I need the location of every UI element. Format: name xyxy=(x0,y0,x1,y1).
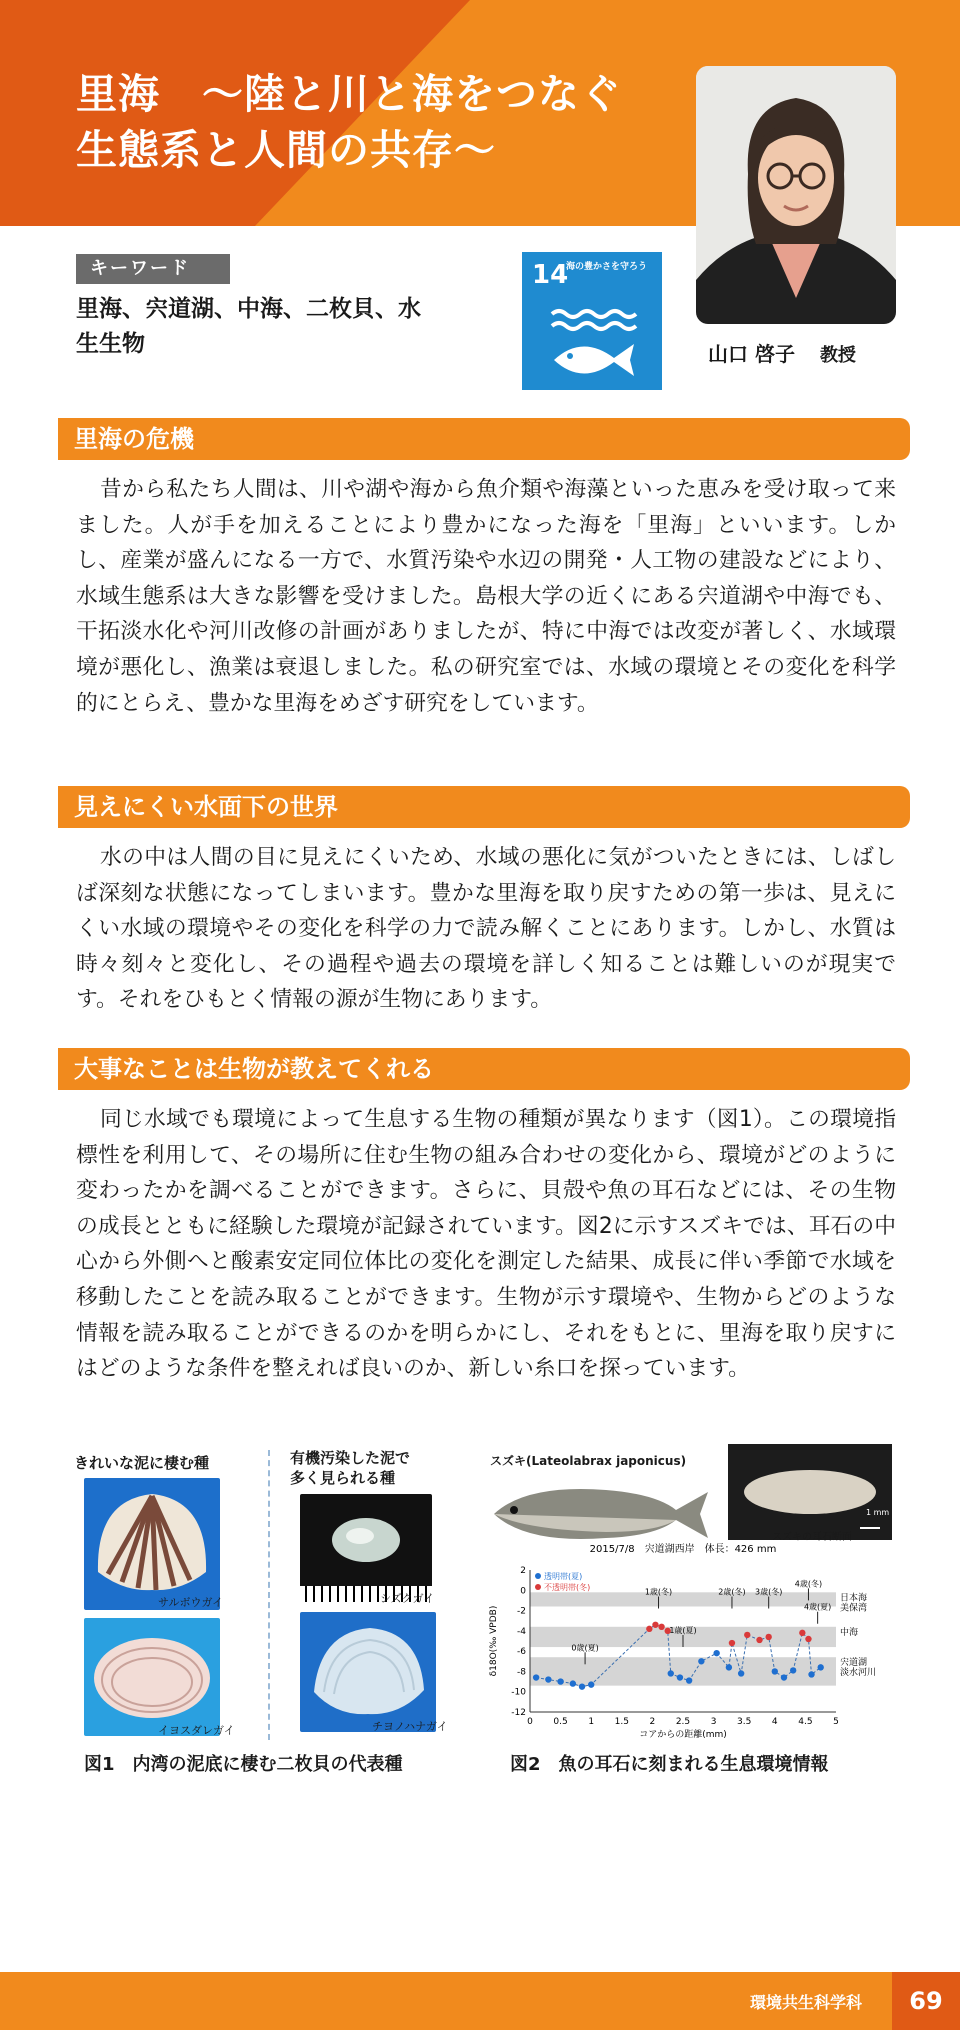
shell-photo-1 xyxy=(84,1478,220,1610)
y-tick-label: 2 xyxy=(520,1566,526,1576)
shell-photo-4 xyxy=(300,1612,436,1732)
data-point xyxy=(799,1630,805,1636)
annotation-label: 2歳(冬) xyxy=(718,1587,746,1597)
sdg-number: 14 xyxy=(532,260,569,290)
section-body-1: 昔から私たち人間は、川や湖や海から魚介類や海藻といった恵みを受け取って来ました。人が手を加えることにより豊かになった海を「里海」といいます。しかし、産業が盛んになる一方で、水質汚染や水辺の開発・人工物の建設などにより、水域生態系は大きな影響を受けました。島根大学の近くにある宍道湖や中海でも、干拓淡水化や河川改修の計画がありましたが、特に中海では改変が著しく、水域環境が悪化し、漁業は衰退しました。私の研究室では、水域の環境とその変化を科学的にとらえ、豊かな里海をめざす研究をしています。 xyxy=(76,477,896,716)
chart-band xyxy=(530,1657,836,1685)
species-label-4: チヨノハナガイ xyxy=(372,1720,448,1733)
data-point xyxy=(557,1678,563,1684)
x-axis-label: コアからの距離(mm) xyxy=(639,1730,727,1740)
figure2-caption: 図2 魚の耳石に刻まれる生息環境情報 xyxy=(510,1754,829,1775)
annotation-label: 4歳(夏) xyxy=(803,1602,832,1612)
data-point xyxy=(726,1664,732,1670)
section-heading-1: 里海の危機 xyxy=(58,418,910,460)
x-tick-label: 2.5 xyxy=(675,1717,691,1727)
y-axis-label: δ18O(‰ VPDB) xyxy=(489,1605,499,1677)
annotation-label: 3歳(冬) xyxy=(755,1587,783,1597)
legend-label: 不透明帯(冬) xyxy=(544,1583,591,1592)
annotation-label: 1歳(夏) xyxy=(669,1626,697,1636)
data-point xyxy=(652,1622,658,1628)
data-point xyxy=(738,1670,744,1676)
x-tick-label: 3 xyxy=(710,1717,717,1727)
isotope-chart xyxy=(484,1540,904,1740)
x-tick-label: 3.5 xyxy=(737,1717,752,1727)
keywords-label: キーワード xyxy=(76,254,230,284)
x-tick-label: 0.5 xyxy=(553,1717,568,1727)
annotation-label: 4歳(冬) xyxy=(794,1579,823,1589)
species-label-2: イヨスダレガイ xyxy=(158,1724,235,1737)
sdg-text: 海の豊かさを守ろう xyxy=(566,262,648,272)
shell-photo-3 xyxy=(300,1494,432,1602)
species-label-3: シズクガイ xyxy=(380,1592,435,1605)
data-point xyxy=(713,1650,719,1656)
author-block xyxy=(708,338,856,367)
figure1-left-heading: きれいな泥に棲む種 xyxy=(74,1454,210,1472)
data-point xyxy=(533,1674,539,1680)
page-footer xyxy=(0,1972,960,2030)
x-tick-label: 1.5 xyxy=(614,1717,629,1727)
y-tick-label: -12 xyxy=(511,1708,526,1718)
y-tick-label: -10 xyxy=(511,1687,526,1698)
data-point xyxy=(808,1671,814,1677)
fish-label: スズキ(Lateolabrax japonicus) xyxy=(490,1454,687,1468)
data-point xyxy=(781,1674,787,1680)
y-tick-label: -8 xyxy=(517,1667,526,1678)
otolith-photo xyxy=(728,1444,892,1540)
legend-marker xyxy=(535,1573,541,1579)
annotation-label: 1歳(冬) xyxy=(644,1587,673,1597)
y-tick-label: -2 xyxy=(517,1606,526,1617)
species-label-1: サルボウガイ xyxy=(158,1596,224,1609)
page-number: 69 xyxy=(892,1972,960,2030)
x-tick-label: 4 xyxy=(771,1717,778,1727)
band-label: 日本海 xyxy=(840,1593,868,1604)
y-tick-label: -6 xyxy=(517,1647,526,1658)
data-point xyxy=(818,1664,824,1670)
section-body-3: 同じ水域でも環境によって生息する生物の種類が異なります（図1）。この環境指標性を利用して、その場所に住む生物の組み合わせの変化から、環境がどのように変わったかを調べることができます。さらに、貝殻や魚の耳石などには、その生物の成長とともに経験した環境が記録されています。図2に示すスズキでは、耳石の中心から外側へと酸素安定同位体比の変化を測定した結果、成長に伴い季節で水域を移動したことを読み取ることができます。生物が示す環境や、生物からどのような情報を読み取ることができるのかを明らかにし、それをもとに、里海を取り戻すにはどのような条件を整えれば良いのか、新しい糸口を探っています。 xyxy=(76,1107,896,1382)
data-point xyxy=(588,1681,594,1687)
x-tick-label: 2 xyxy=(649,1717,656,1727)
chart-title: 2015/7/8 宍道湖西岸 体長：426 mm xyxy=(589,1544,777,1555)
section-body-2: 水の中は人間の目に見えにくいため、水域の悪化に気がついたときには、しばしば深刻な状態になってしまいます。豊かな里海を取り戻すための第一歩は、見えにくい水域の環境やその変化を科学の力で読み解くことにあります。しかし、水質は時々刻々と変化し、その過程や過去の環境を詳しく知ることは難しいのが現実です。それをひもとく情報の源が生物にあります。 xyxy=(76,845,896,1013)
department-name: 環境共生科学科 xyxy=(749,1993,862,2012)
x-tick-label: 5 xyxy=(833,1717,839,1727)
band-label: 宍道湖 xyxy=(840,1658,868,1669)
x-tick-label: 1 xyxy=(588,1717,595,1727)
band-label: 美保湾 xyxy=(840,1603,868,1614)
y-tick-label: 0 xyxy=(520,1586,526,1597)
figure1-right-heading: 有機汚染した泥で 多く見られる種 xyxy=(290,1449,411,1487)
scale-label: 1 mm xyxy=(866,1508,890,1517)
keywords-text: 里海、宍道湖、中海、二枚貝、水生生物 xyxy=(76,296,421,357)
x-tick-label: 0 xyxy=(527,1717,533,1727)
data-point xyxy=(545,1676,551,1682)
legend-label: 透明帯(夏) xyxy=(544,1572,583,1581)
page-title: 里海 ～陸と川と海をつなぐ 生態系と人間の共存～ xyxy=(76,70,622,174)
data-point xyxy=(729,1640,735,1646)
data-point xyxy=(790,1667,796,1673)
portrait-image xyxy=(696,66,896,324)
shell-photo-2 xyxy=(84,1618,220,1736)
data-point xyxy=(579,1683,585,1689)
section-heading-2: 見えにくい水面下の世界 xyxy=(58,786,910,828)
sdg-14-icon xyxy=(522,252,662,390)
data-point xyxy=(658,1624,664,1630)
otolith-label: スズキの耳石断面 xyxy=(772,1532,852,1543)
figure1-divider xyxy=(268,1450,270,1740)
data-point xyxy=(765,1634,771,1640)
data-point xyxy=(756,1637,762,1643)
author-portrait xyxy=(696,66,896,324)
legend-marker xyxy=(535,1584,541,1590)
data-point xyxy=(677,1674,683,1680)
data-point xyxy=(772,1668,778,1674)
data-point xyxy=(698,1658,704,1664)
data-point xyxy=(744,1632,750,1638)
x-tick-label: 4.5 xyxy=(798,1717,813,1727)
annotation-label: 0歳(夏) xyxy=(571,1643,599,1653)
section-heading-3: 大事なことは生物が教えてくれる xyxy=(58,1048,910,1090)
data-point xyxy=(668,1670,674,1676)
chart-band xyxy=(530,1592,836,1606)
fish-wave-icon xyxy=(522,252,662,390)
data-point xyxy=(570,1680,576,1686)
data-point xyxy=(805,1636,811,1642)
figure1-caption: 図1 内湾の泥底に棲む二枚貝の代表種 xyxy=(84,1754,403,1775)
band-label: 淡水河川 xyxy=(840,1668,877,1679)
author-name: 山口 啓子 xyxy=(708,342,795,366)
y-tick-label: -4 xyxy=(517,1626,526,1637)
author-role: 教授 xyxy=(819,345,856,366)
band-label: 中海 xyxy=(840,1627,859,1638)
data-point xyxy=(646,1626,652,1632)
data-point xyxy=(686,1677,692,1683)
